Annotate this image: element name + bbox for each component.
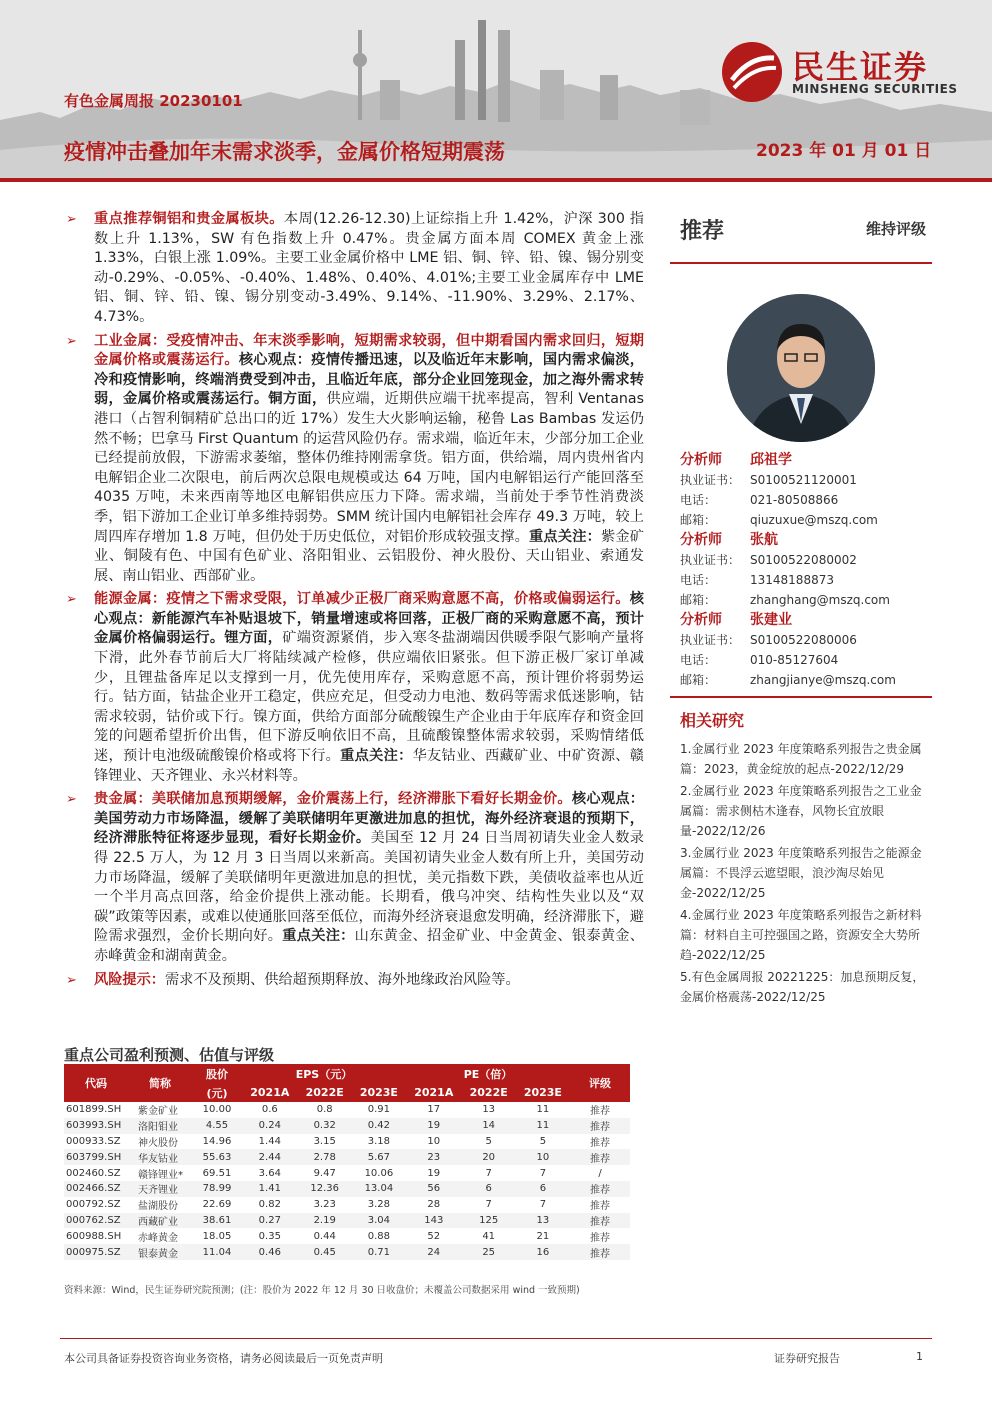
rating-sub: 维持评级: [865, 220, 926, 238]
bullet-text: 供应端，近期供应端干扰率提高，智利 Ventanas 港口（占智利铜精矿总出口的近 17%）发生大火影响运输，秘鲁 Las Bambas 发运仍然不畅；巴拿马 First Quantum 的运营风险仍存。需求端，临近年末，少部分加工企业已经提前放假，下游需求萎缩，整体仍维持刚需拿货。铝方面，供给端，周内贵州省内电解铝企业二次限电，前后两次总限电规模或达 64 万吨，国内电解铝运行产能回落至 4035 万吨，未来西南等地区电解铝供应压力下降。需求端，当前处于季节性消费淡季，铝下游加工企业订单多维持弱势。SMM 统计国内电解铝社会库存 49.3 万吨，较上周四库存增加 1.8 万吨，但仍处于历史低位，对铝价形成较强支撑。: [94, 391, 644, 545]
arrow-bullet-icon: ➢: [66, 333, 77, 349]
th-rating: 评级: [570, 1064, 630, 1102]
table-cell: 143: [406, 1213, 462, 1229]
mail-label: 邮箱：: [680, 593, 717, 607]
table-cell: 52: [427, 1230, 441, 1242]
analyst-role: 分析师: [680, 452, 722, 468]
focus-label: 重点关注：: [340, 748, 413, 765]
table-row: [64, 1134, 630, 1150]
table-cell: 0.42: [352, 1118, 406, 1134]
analyst-role: 分析师: [680, 612, 722, 628]
bullet-lead: 重点推荐铜铝和贵金属板块。: [94, 211, 284, 227]
analyst-cert-row: [670, 470, 932, 490]
table-cell: 5.67: [352, 1149, 406, 1165]
arrow-bullet-icon: ➢: [66, 972, 77, 988]
analyst-list: [670, 450, 932, 698]
table-cell: 18.05: [202, 1230, 232, 1242]
bullet-core-view: 核心观点：疫情传播迅速，以及临近年末影响，国内需求偏淡，冷和疫情影响，终端消费受到冲击，且临近年底，部分企业回笼现金，加之海外需求转弱，金属价格或震荡运行。铜方面，: [94, 352, 644, 408]
analyst-mail-row: [670, 510, 932, 530]
table-cell: 12.36: [298, 1181, 352, 1197]
table-cell: 000975.SZ: [64, 1244, 128, 1260]
cert-label: 执业证书：: [680, 633, 741, 647]
arrow-bullet-icon: ➢: [66, 212, 77, 227]
th-name: 简称: [128, 1064, 192, 1102]
report-title: 疫情冲击叠加年末需求淡季，金属价格短期震荡: [64, 140, 505, 164]
table-cell: 603993.SH: [64, 1118, 128, 1134]
focus-label: 重点关注：: [282, 928, 355, 945]
table-cell: 推荐: [570, 1118, 630, 1134]
table-cell: 3.15: [313, 1135, 336, 1147]
table-cell: 13.04: [352, 1181, 406, 1197]
cert-value: S0100522080002: [750, 553, 857, 567]
table-cell: 1.44: [258, 1135, 281, 1147]
table-cell: 推荐: [570, 1244, 630, 1260]
bullet-energy-metals: [64, 590, 644, 786]
analyst-role: 分析师: [680, 532, 722, 548]
bullet-lead: 能源金属：疫情之下需求受限，订单减少正极厂商采购意愿不高，价格或偏弱运行。: [94, 591, 630, 608]
table-cell: 125: [462, 1213, 516, 1229]
table-cell: 14: [462, 1118, 516, 1134]
table-cell: 28: [427, 1199, 441, 1211]
bullet-lead: 工业金属：受疫情冲击、年末淡季影响，短期需求较弱，但中期看国内需求回归，短期金属价格或震荡运行。: [94, 332, 644, 369]
logo-mark-icon: [720, 40, 784, 104]
table-cell: 25: [462, 1244, 516, 1260]
mail-label: 邮箱：: [680, 513, 717, 527]
table-cell: 0.24: [242, 1118, 298, 1134]
table-cell: 17: [427, 1104, 441, 1116]
table-cell: 紫金矿业: [138, 1106, 178, 1118]
table-cell: 推荐: [570, 1213, 630, 1229]
table-cell: 0.44: [313, 1230, 336, 1242]
footer-disclaimer: 本公司具备证券投资咨询业务资格，请务必阅读最后一页免责声明: [64, 1352, 383, 1365]
rating-box: [670, 202, 932, 264]
table-cell: 3.23: [313, 1199, 336, 1211]
tel-value: 010-85127604: [750, 653, 839, 667]
cert-label: 执业证书：: [680, 553, 741, 567]
th-year: 2021A: [242, 1083, 298, 1102]
table-cell: 38.61: [192, 1213, 242, 1229]
table-cell: 10: [427, 1135, 441, 1147]
table-cell: 601899.SH: [66, 1104, 122, 1116]
cert-label: 执业证书：: [680, 473, 741, 487]
tel-value: 021-80508866: [750, 493, 839, 507]
table-cell: 推荐: [590, 1137, 610, 1149]
bullet-text: 美国至 12 月 24 日当周初请失业金人数录得 22.5 万人，为 12 月 3 日当周以来新高。美国初请失业金人数有所上升，美国劳动力市场降温，缓解了美联储明年更激进加息的担忧，美元指数下跌，美债收益率也从近一个半月高点回落，给金价提供上涨动能。长期看，俄乌冲突、结构性失业以及“双碳”政策等因素，或难以使通胀回落至低位，而海外经济衰退愈发明确，经济滞胀下，避险需求强烈，金价长期向好。: [94, 830, 644, 945]
related-item[interactable]: 1.金属行业 2023 年度策略系列报告之贵金属篇：2023，黄金绽放的起点-2022/12/29: [680, 742, 922, 776]
table-cell: 000762.SZ: [64, 1213, 128, 1229]
table-cell: 56: [406, 1181, 462, 1197]
tel-label: 电话：: [680, 493, 717, 507]
table-cell: 3.04: [352, 1213, 406, 1229]
table-cell: 19: [427, 1167, 441, 1179]
table-cell: 22.69: [202, 1199, 232, 1211]
related-item[interactable]: 4.金属行业 2023 年度策略系列报告之新材料篇：材料自主可控强国之路，资源安全大势所趋-2022/12/25: [680, 908, 922, 962]
tel-label: 电话：: [680, 573, 717, 587]
table-cell: 0.82: [258, 1199, 281, 1211]
table-cell: 推荐: [570, 1181, 630, 1197]
bullet-risk: [64, 971, 644, 991]
report-date: 2023 年 01 月 01 日: [756, 141, 932, 161]
bullet-industrial-metals: [64, 332, 644, 587]
cert-value: S0100522080006: [750, 633, 857, 647]
table-cell: 3.28: [367, 1199, 391, 1211]
table-cell: 2.19: [298, 1213, 352, 1229]
th-price-unit: (元): [192, 1083, 242, 1102]
table-row: [64, 1181, 630, 1197]
table-cell: 盐湖股份: [138, 1201, 178, 1213]
bullet-lead: 贵金属：美联储加息预期缓解，金价震荡上行，经济滞胀下看好长期金价。: [94, 791, 572, 808]
th-year: 2023E: [352, 1083, 406, 1102]
bullet-text: 需求不及预期、供给超预期释放、海外地缘政治风险等。: [164, 971, 520, 988]
th-code: 代码: [64, 1064, 128, 1102]
table-row: [64, 1118, 630, 1134]
table-cell: 13: [482, 1104, 496, 1116]
table-cell: /: [598, 1167, 602, 1179]
table-cell: 24: [406, 1244, 462, 1260]
table-cell: 600988.SH: [66, 1230, 122, 1242]
table-cell: 银泰黄金: [128, 1244, 192, 1260]
table-cell: 0.46: [242, 1244, 298, 1260]
logo-chinese-name: 民生证券: [792, 48, 929, 86]
focus-label: 重点关注：: [529, 528, 601, 545]
focus-list: 紫金矿业、铜陵有色、中国有色矿业、洛阳钼业、云铝股份、神火股份、天山铝业、索通发展、南山铝业、西部矿业。: [94, 528, 644, 584]
logo-english-name: MINSHENG SECURITIES: [792, 82, 958, 96]
bullet-lead: 风险提示：: [94, 971, 165, 988]
table-row: [64, 1165, 630, 1181]
footer-divider: [60, 1338, 932, 1339]
footer-report-type: 证券研究报告: [774, 1352, 840, 1365]
table-cell: 11: [536, 1104, 550, 1116]
table-cell: 0.91: [367, 1104, 391, 1116]
table-source-note: 资料来源：Wind，民生证券研究院预测；(注：股价为 2022 年 12 月 30 日收盘价；未覆盖公司数据采用 wind 一致预期): [64, 1285, 580, 1296]
table-cell: 0.32: [298, 1118, 352, 1134]
related-research-title: 相关研究: [680, 711, 745, 730]
table-cell: 2.78: [298, 1149, 352, 1165]
table-cell: 14.96: [202, 1135, 232, 1147]
analyst-mail-row: [670, 670, 932, 690]
table-cell: 0.6: [261, 1104, 278, 1116]
table-cell: 推荐: [590, 1201, 610, 1213]
table-title: 重点公司盈利预测、估值与评级: [64, 1046, 275, 1064]
report-series-tag: 有色金属周报 20230101: [64, 92, 243, 110]
table-cell: 3.18: [367, 1135, 391, 1147]
table-cell: 16: [516, 1244, 570, 1260]
table-cell: 6: [516, 1181, 570, 1197]
table-cell: 7: [485, 1199, 492, 1211]
table-row: [64, 1213, 630, 1229]
sidebar: [670, 202, 932, 1009]
main-summary: [64, 210, 644, 994]
page-number: 1: [916, 1350, 923, 1363]
mail-label: 邮箱：: [680, 673, 717, 687]
analyst-name: 张建业: [750, 612, 792, 628]
table-cell: 55.63: [192, 1149, 242, 1165]
table-cell: 13: [516, 1213, 570, 1229]
table-cell: 78.99: [192, 1181, 242, 1197]
table-cell: 0.35: [258, 1230, 281, 1242]
table-cell: 0.8: [316, 1104, 333, 1116]
table-cell: 0.71: [352, 1244, 406, 1260]
table-cell: 赣锋锂业*: [138, 1169, 183, 1181]
table-row: [64, 1149, 630, 1165]
header-divider: [0, 178, 992, 182]
tel-label: 电话：: [680, 653, 717, 667]
focus-list: 山东黄金、招金矿业、中金黄金、银泰黄金、赤峰黄金和湖南黄金。: [94, 928, 644, 964]
table-cell: 5: [485, 1135, 492, 1147]
focus-list: 华友钴业、西藏矿业、中矿资源、赣锋锂业、天齐锂业、永兴材料等。: [94, 748, 644, 784]
table-cell: 41: [482, 1230, 496, 1242]
bullet-precious-metals: [64, 790, 644, 966]
table-cell: 000792.SZ: [66, 1199, 121, 1211]
th-pe: PE（倍）: [406, 1064, 570, 1083]
analyst-photo: [727, 294, 875, 442]
analyst-name: 邱祖学: [750, 452, 792, 468]
analyst-name: 张航: [750, 532, 778, 548]
table-cell: 华友钴业: [128, 1149, 192, 1165]
table-cell: 7: [485, 1167, 492, 1179]
cert-value: S0100521120001: [750, 473, 857, 487]
related-item[interactable]: 3.金属行业 2023 年度策略系列报告之能源金属篇：不畏浮云遮望眼，浪沙淘尽始见金-2022/12/25: [680, 846, 922, 900]
table-cell: 推荐: [590, 1232, 610, 1244]
analyst-mail-row: [670, 590, 932, 610]
bullet-core-view: 核心观点：新能源汽车补贴退坡下，销量增速或将回落，正极厂商的采购意愿不高，预计金属价格偏弱运行。锂方面，: [94, 591, 644, 647]
bullet-text: 矿端资源紧俏，步入寒冬盐湖端因供暖季限气影响产量将下滑，此外春节前后大厂将陆续减产检修，供应端依旧紧张。但下游正极厂家订单减少，且锂盐备库足以支撑到一月，优先使用库存，采购意愿不高，预计锂价将弱势运行。钴方面，钴盐企业开工稳定，供应充足，但受动力电池、数码等需求低迷影响，钴需求较弱，钴价或下行。镍方面，供给方面部分硫酸镍生产企业由于年底库存和资金回笼的问题希望折价出售，但下游反响依旧不高，且硫酸镍整体需求较弱，采购情绪低迷，预计电池级硫酸镍价格或将下行。: [94, 630, 644, 765]
table-cell: 20: [462, 1149, 516, 1165]
analyst-cert-row: [670, 630, 932, 650]
table-cell: 603799.SH: [64, 1149, 128, 1165]
table-cell: 9.47: [313, 1167, 336, 1179]
table-cell: 神火股份: [138, 1137, 178, 1149]
analyst-tel-row: [670, 570, 932, 590]
table-cell: 4.55: [192, 1118, 242, 1134]
table-cell: 19: [406, 1118, 462, 1134]
table-cell: 3.64: [258, 1167, 281, 1179]
table-cell: 7: [539, 1199, 547, 1211]
analyst-name-row: [670, 610, 932, 630]
tel-value: 13148188873: [750, 573, 834, 587]
bullet-text: 本周(12.26-12.30)上证综指上升 1.42%，沪深 300 指数上升 1.13%，SW 有色指数上升 0.47%。贵金属方面本周 COMEX 黄金上涨 1.33%，白银上涨 1.09%。主要工业金属价格中 LME 铝、铜、锌、铅、镍、锡分别变动-0.29%、-0.05%、-0.40%、1.48%、0.40%、4.01%;主要工业金属库存中 LME 铝、铜、锌、铅、镍、锡分别变动-3.49%、9.14%、-11.90%、3.29%、2.17%、4.73%。: [94, 211, 644, 325]
table-row: [64, 1244, 630, 1260]
related-item[interactable]: 2.金属行业 2023 年度策略系列报告之工业金属篇：需求侧枯木逢春，风物长宜放眼量-2022/12/26: [680, 784, 922, 838]
table-cell: 10.06: [364, 1167, 394, 1179]
forecast-table: [64, 1064, 630, 1260]
th-year: 2022E: [462, 1083, 516, 1102]
table-cell: 1.41: [242, 1181, 298, 1197]
table-cell: 11.04: [192, 1244, 242, 1260]
table-cell: 002460.SZ: [66, 1167, 121, 1179]
header-banner: [0, 0, 992, 180]
table-cell: 69.51: [202, 1167, 232, 1179]
analyst-name-row: [670, 450, 932, 470]
th-price: 股价: [192, 1064, 242, 1083]
table-cell: 10: [516, 1149, 570, 1165]
bullet-core-view: 核心观点：美国劳动力市场降温，缓解了美联储明年更激进加息的担忧，海外经济衰退的预期下，经济滞胀特征将逐步显现，看好长期金价。: [94, 791, 644, 847]
rating-label: 推荐: [680, 219, 725, 244]
table-cell: 10.00: [202, 1104, 232, 1116]
analyst-tel-row: [670, 490, 932, 510]
table-row: [64, 1197, 630, 1213]
mail-value[interactable]: zhanghang@mszq.com: [750, 593, 890, 607]
table-cell: 23: [406, 1149, 462, 1165]
table-row: [64, 1228, 630, 1244]
table-cell: 0.27: [242, 1213, 298, 1229]
table-cell: 天齐锂业: [128, 1181, 192, 1197]
related-item[interactable]: 5.有色金属周报 20221225：加息预期反复，金属价格震荡-2022/12/25: [680, 970, 925, 1004]
company-logo: [720, 38, 970, 108]
table-cell: 6: [462, 1181, 516, 1197]
table-cell: 西藏矿业: [128, 1213, 192, 1229]
analyst-cert-row: [670, 550, 932, 570]
table-cell: 0.88: [367, 1230, 391, 1242]
table-cell: 0.45: [298, 1244, 352, 1260]
th-eps: EPS（元）: [242, 1064, 406, 1083]
table-cell: 002466.SZ: [64, 1181, 128, 1197]
table-cell: 11: [516, 1118, 570, 1134]
table-cell: 21: [536, 1230, 550, 1242]
table-cell: 7: [539, 1167, 547, 1179]
table-row: [64, 1102, 630, 1118]
table-cell: 2.44: [242, 1149, 298, 1165]
table-cell: 赤峰黄金: [138, 1232, 178, 1244]
th-year: 2023E: [516, 1083, 570, 1102]
table-cell: 推荐: [570, 1149, 630, 1165]
analyst-tel-row: [670, 650, 932, 670]
table-cell: 5: [539, 1135, 547, 1147]
arrow-bullet-icon: ➢: [66, 592, 77, 608]
arrow-bullet-icon: ➢: [66, 792, 77, 808]
table-cell: 洛阳钼业: [128, 1118, 192, 1134]
table-cell: 推荐: [590, 1106, 610, 1118]
analyst-name-row: [670, 530, 932, 550]
analyst-portrait-icon: [727, 294, 875, 442]
mail-value[interactable]: qiuzuxue@mszq.com: [750, 513, 878, 527]
bullet-recommendation: [64, 210, 644, 328]
th-year: 2021A: [406, 1083, 462, 1102]
table-cell: 000933.SZ: [66, 1135, 121, 1147]
mail-value[interactable]: zhangjianye@mszq.com: [750, 673, 896, 687]
th-year: 2022E: [298, 1083, 352, 1102]
